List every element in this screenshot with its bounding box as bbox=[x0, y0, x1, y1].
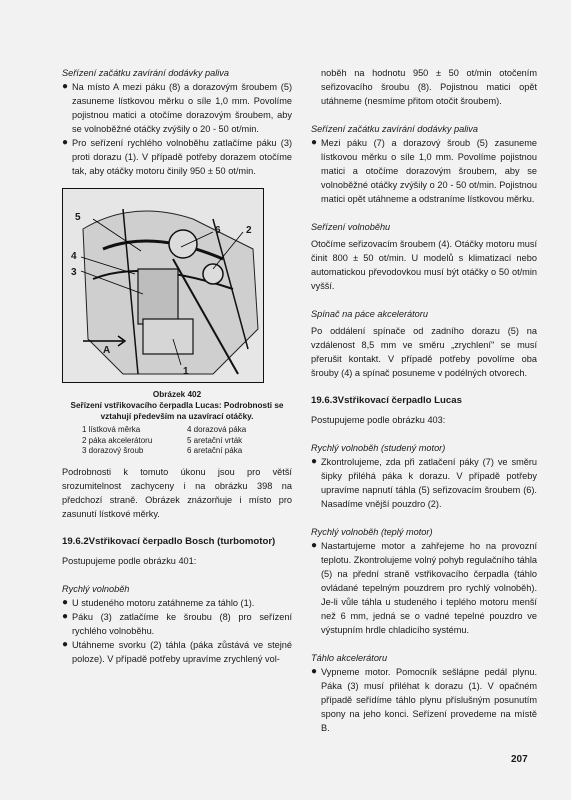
legend-item: 5 aretační vrták bbox=[187, 435, 243, 445]
subheading: Táhlo akcelerátoru bbox=[311, 653, 388, 663]
paragraph: Podrobnosti k tomuto úkonu jsou pro větší srozumitelnost zachyceny i na obrázku 398 na předchozí straně. Obrázek znázorňuje i místo pro zasunutí lístkové měrky. bbox=[62, 466, 292, 519]
bullet-item: ● Utáhneme svorku (2) táhla (páka zůstává ve stejné poloze). V případě potřeby upravíme zrychlený vol- bbox=[62, 638, 292, 664]
legend-item: 6 aretační páka bbox=[187, 446, 243, 455]
paragraph: Postupujeme podle obrázku 403: bbox=[311, 415, 446, 425]
legend-item: 1 lístková měrka bbox=[82, 425, 141, 434]
figure-label: 5 bbox=[75, 212, 81, 223]
bullet-icon: ● bbox=[62, 638, 69, 650]
left-column bbox=[62, 66, 292, 666]
figure-label: 6 bbox=[215, 225, 221, 236]
bullet-icon: ● bbox=[62, 137, 69, 148]
bullet-icon: ● bbox=[62, 81, 69, 92]
bullet-item: ● Páku (3) zatlačíme ke šroubu (8) pro seřízení rychlého volnoběhu. bbox=[62, 610, 292, 636]
figure-label: A bbox=[103, 345, 111, 356]
paragraph: Otočíme seřizovacím šroubem (4). Otáčky motoru musí činit 800 ± 50 ot/min. U modelů s klimatizací nebo automatickou převodovkou musí být otáčky o 50 ot/min vyšší. bbox=[311, 239, 537, 291]
figure-number: Obrázek 402 bbox=[152, 390, 202, 399]
figure-label: 3 bbox=[71, 267, 77, 278]
legend-item: 3 dorazový šroub bbox=[82, 446, 144, 455]
section-heading: 19.6.3Vstřikovací čerpadlo Lucas bbox=[311, 395, 462, 406]
paragraph-continued: noběh na hodnotu 950 ± 50 ot/min otočením seřizovacího šroubu (8). Pojistnou matici opět utáhneme (nesmíme přitom otočit šroubem). bbox=[321, 68, 537, 106]
bullet-icon: ● bbox=[311, 540, 318, 551]
subheading: Rychlý volnoběh (teplý motor) bbox=[311, 527, 433, 537]
figure-label: 4 bbox=[71, 251, 77, 262]
section-heading: 19.6.2Vstřikovací čerpadlo Bosch (turbomotor) bbox=[62, 535, 276, 547]
bullet-icon: ● bbox=[62, 610, 69, 622]
bullet-item: ● Mezi páku (7) a dorazový šroub (5) zasuneme lístkovou měrku o síle 1,0 mm. Povolíme pojistnou matici a otočíme dorazovým šroubem, aby se volnoběžné otáčky zvýšily o 20 - 50 ot/min. Pojistnou matici opět utáhneme a odstraníme lístkovou měrku. bbox=[311, 137, 537, 204]
figure-legend bbox=[82, 425, 292, 457]
legend-item: 4 dorazová páka bbox=[187, 425, 247, 434]
subheading: Seřízení volnoběhu bbox=[311, 222, 391, 232]
right-column bbox=[311, 66, 537, 735]
bullet-item: ● Nastartujeme motor a zahřejeme ho na provozní teplotu. Zkontrolujeme volný pohyb regulačního táhla (5) na přední straně vstřikovacího čerpadla (táhlo ovládané tepelným pouzdrem pro rychlý volnoběh). Je-li vůle táhla u studeného i teplého motoru menší než 6 mm, jedná se o vadné tepelné pouzdro ve výstupním hrdle chladicího systému. bbox=[311, 540, 537, 635]
paragraph: Po oddálení spínače od zadního dorazu (5) na vzdálenost 8,5 mm ve směru „zrychlení" se musí přerušit kontakt. V případě potřeby povolíme oba šrouby (4) a spínač posuneme v podélných otvorech. bbox=[311, 326, 537, 378]
figure-label: 1 bbox=[183, 366, 189, 377]
subheading: Rychlý volnoběh bbox=[62, 583, 130, 594]
subheading: Spínač na páce akcelerátoru bbox=[311, 309, 428, 319]
bullet-item: ● Vypneme motor. Pomocník sešlápne pedál plynu. Páka (3) musí přiléhat k dorazu (1). V opačném případě seřídíme táhlo plynu příslušným posunutím spony na jeho konci. Seřízení provedeme na místě B. bbox=[311, 666, 537, 733]
paragraph: Postupujeme podle obrázku 401: bbox=[62, 555, 197, 566]
figure-label: 2 bbox=[246, 225, 252, 236]
pump-illustration bbox=[63, 189, 263, 382]
bullet-item: ● U studeného motoru zatáhneme za táhlo (1). bbox=[62, 596, 255, 608]
bullet-item: ● Pro seřízení rychlého volnoběhu zatlačíme páku (3) proti dorazu (1). V případě potřeby dorazem otočíme tak, aby otáčky motoru činily 950 ± 50 ot/min. bbox=[62, 137, 292, 176]
figure-402-illustration bbox=[62, 188, 264, 383]
bullet-item: ● Na místo A mezi páku (8) a dorazovým šroubem (5) zasuneme lístkovou měrku o síle 1,0 mm. Povolíme pojistnou matici a otočíme dorazovým šroubem, aby se volnoběžné otáčky zvýšily o 20 - 50 ot/min. bbox=[62, 81, 292, 134]
subheading: Seřízení začátku zavírání dodávky paliva bbox=[62, 68, 229, 78]
bullet-icon: ● bbox=[311, 666, 318, 677]
subheading: Rychlý volnoběh (studený motor) bbox=[311, 443, 446, 453]
bullet-icon: ● bbox=[62, 596, 69, 608]
figure-title: Seřízení vstřikovacího čerpadla Lucas: Podrobnosti se vztahují především na uzavírací otáčky. bbox=[70, 401, 284, 421]
bullet-item: ● Zkontrolujeme, zda při zatlačení páky (7) ve směru šipky přiléhá páka k dorazu. V případě potřeby upravíme napnutí táhla (5) seřizovacím šroubem (6). Nasadíme vnější pouzdro (2). bbox=[311, 456, 537, 509]
bullet-icon: ● bbox=[311, 137, 318, 148]
subheading: Seřízení začátku zavírání dodávky paliva bbox=[311, 124, 478, 134]
page-number: 207 bbox=[511, 754, 528, 765]
legend-item: 2 páka akcelerátoru bbox=[82, 435, 153, 445]
bullet-icon: ● bbox=[311, 456, 318, 467]
figure-caption bbox=[62, 389, 292, 422]
